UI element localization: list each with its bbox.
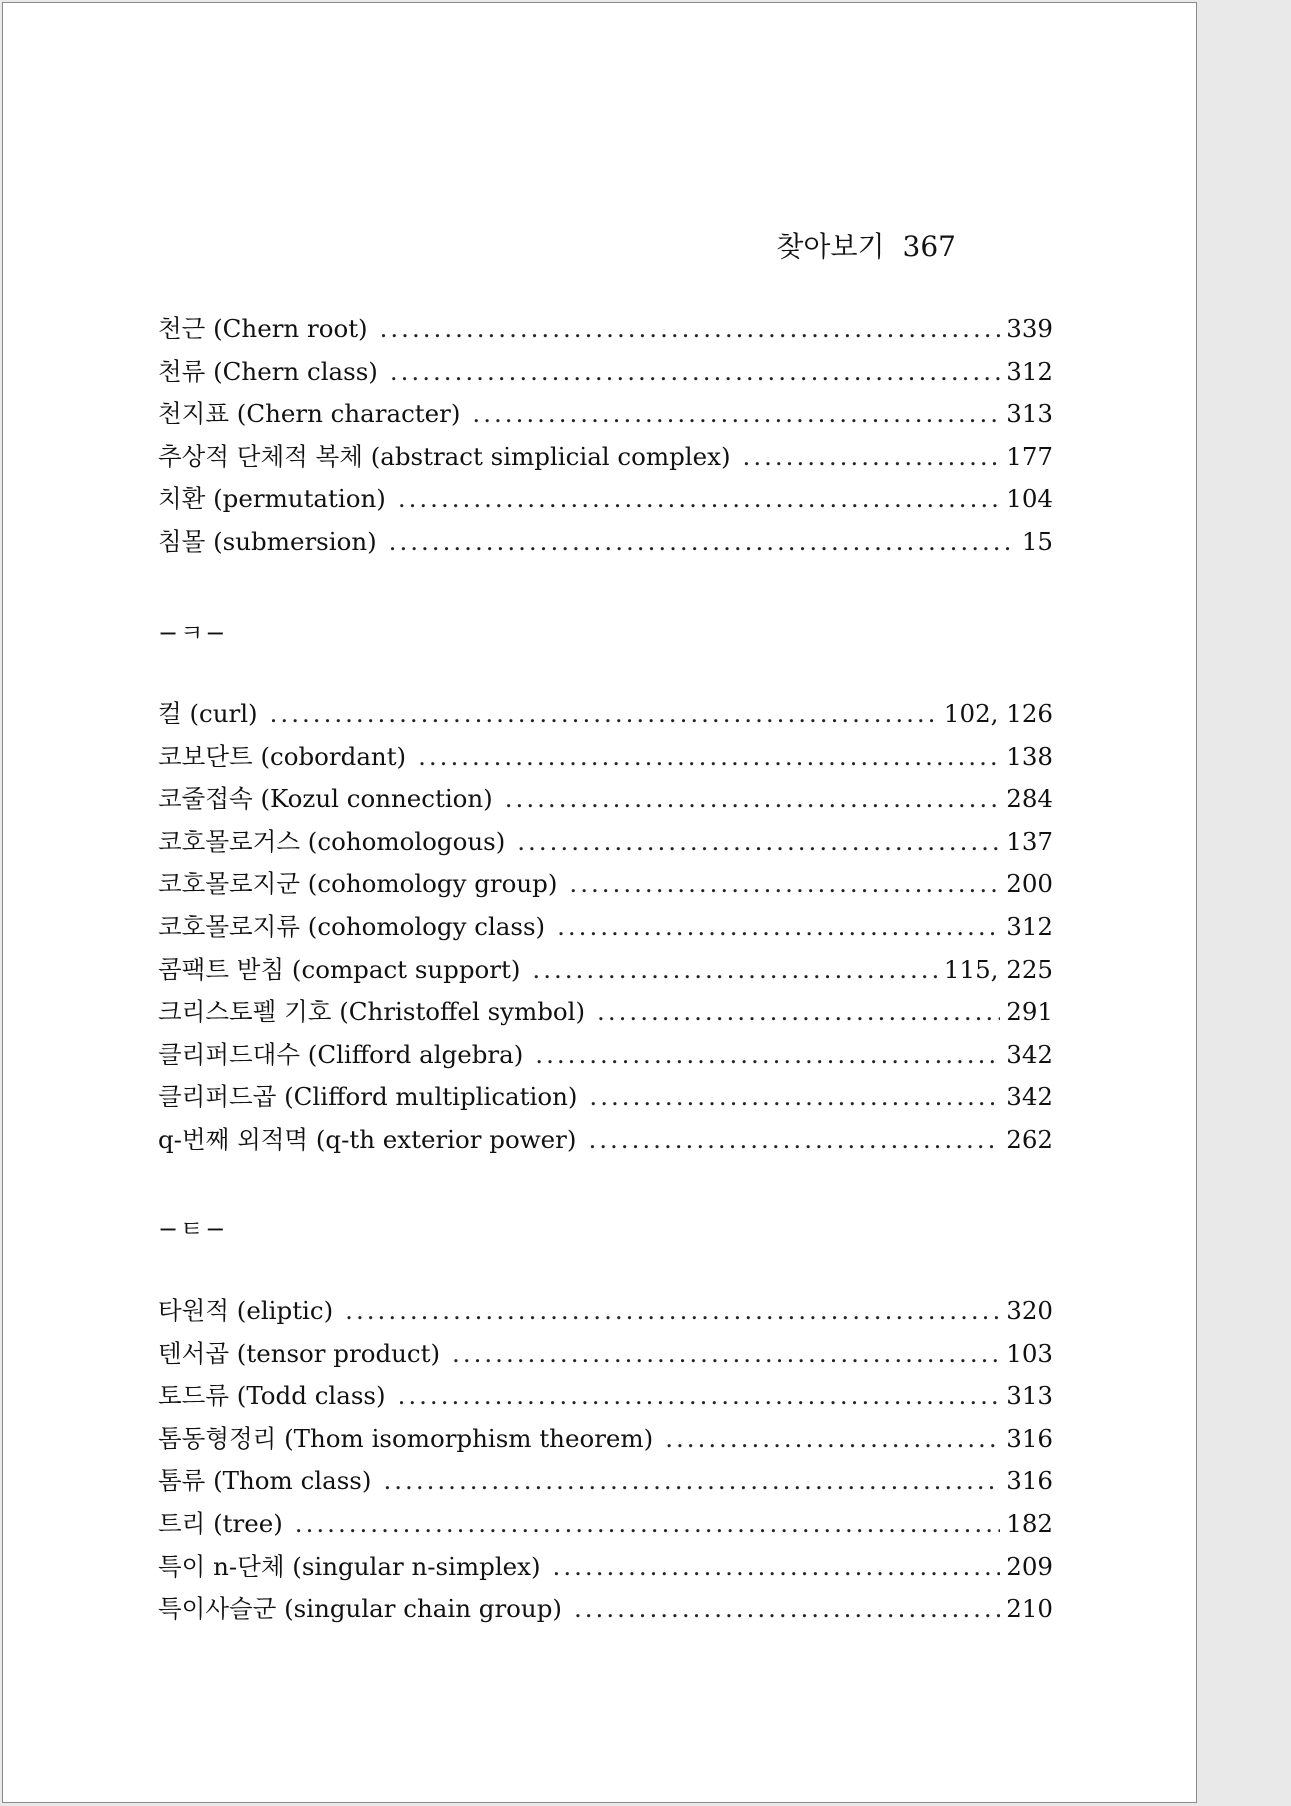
entry-page: 262 [1006,1124,1053,1154]
entry-term: 톰동형정리 (Thom isomorphism theorem) [158,1423,654,1453]
section-divider-t: −ㅌ− [158,1215,228,1243]
index-entry [158,1588,1053,1631]
dot-leader [597,991,1000,1034]
entry-term: 침몰 (submersion) [158,526,377,556]
index-entry [158,906,1053,949]
dot-leader [517,821,1000,864]
entry-page: 342 [1006,1039,1053,1069]
entry-term: 코줄접속 (Kozul connection) [158,784,493,814]
dot-leader [574,1588,1000,1631]
running-header [153,225,956,265]
dot-leader [398,1375,1001,1418]
entry-term: q-번째 외적멱 (q-th exterior power) [158,1124,577,1154]
entry-term: 트리 (tree) [158,1508,283,1538]
dot-leader [452,1333,1000,1376]
index-entry [158,1418,1053,1461]
dot-leader [270,693,938,736]
index-entry [158,1076,1053,1119]
entry-term: 천지표 (Chern character) [158,399,461,429]
entry-term: 콤팩트 받침 (compact support) [158,954,521,984]
entry-page: 284 [1006,784,1053,814]
index-entry [158,821,1053,864]
index-entry [158,436,1053,479]
entry-page: 320 [1006,1296,1053,1325]
dot-leader [532,949,937,992]
entry-page: 102, 126 [943,699,1053,728]
entry-page: 313 [1006,1381,1053,1411]
entry-term: 크리스토펠 기호 (Christoffel symbol) [158,997,586,1027]
entry-page: 115, 225 [943,954,1053,984]
dot-leader [383,1460,1000,1503]
index-entry [158,991,1053,1034]
dot-leader [389,521,1016,564]
entry-page: 313 [1006,399,1053,429]
entry-term: 추상적 단체적 복체 (abstract simplicial complex) [158,441,731,471]
dot-leader [398,478,1000,521]
entry-page: 177 [1006,441,1053,471]
dot-leader [295,1503,1000,1546]
entry-page: 137 [1006,826,1053,856]
header-title: 찾아보기 [776,230,885,263]
entry-page: 316 [1006,1423,1053,1453]
index-entry [158,1119,1053,1162]
index-page [2,2,1197,1803]
entry-term: 클리퍼드곱 (Clifford multiplication) [158,1082,578,1112]
section-divider-k: −ㅋ− [158,619,228,647]
entry-term: 코호몰로지군 (cohomology group) [158,869,558,899]
entry-page: 15 [1021,526,1053,556]
entry-page: 104 [1006,484,1053,514]
dot-leader [345,1290,1000,1333]
index-entry [158,1546,1053,1589]
index-section-k [158,693,1053,1162]
entry-page: 316 [1006,1466,1053,1496]
entry-page: 312 [1006,356,1053,386]
index-section-ch [158,308,1053,564]
entry-term: 컬 (curl) [158,699,258,728]
dot-leader [505,778,1000,821]
entry-term: 천근 (Chern root) [158,314,368,343]
entry-page: 210 [1006,1594,1053,1624]
entry-page: 291 [1006,997,1053,1027]
entry-term: 특이사슬군 (singular chain group) [158,1594,562,1624]
dot-leader [589,1076,1000,1119]
dot-leader [418,736,1000,779]
entry-term: 톰류 (Thom class) [158,1466,372,1496]
index-entry [158,949,1053,992]
index-entry [158,1460,1053,1503]
index-entry [158,1503,1053,1546]
dot-leader [588,1119,1000,1162]
header-page-number: 367 [902,230,956,263]
index-entry [158,308,1053,351]
entry-page: 182 [1006,1508,1053,1538]
entry-term: 클리퍼드대수 (Clifford algebra) [158,1039,524,1069]
entry-page: 339 [1006,314,1053,343]
index-entry [158,736,1053,779]
entry-page: 209 [1006,1551,1053,1581]
entry-term: 천류 (Chern class) [158,356,378,386]
entry-term: 코호몰로거스 (cohomologous) [158,826,506,856]
entry-term: 치환 (permutation) [158,484,386,514]
entry-page: 312 [1006,911,1053,941]
entry-page: 138 [1006,741,1053,771]
dot-leader [743,436,1001,479]
dot-leader [390,351,1000,394]
index-entry [158,863,1053,906]
index-entry [158,778,1053,821]
dot-leader [569,863,1000,906]
dot-leader [380,308,1001,351]
dot-leader [535,1034,1000,1077]
dot-leader [665,1418,1000,1461]
dot-leader [557,906,1000,949]
entry-term: 코보단트 (cobordant) [158,741,407,771]
index-entry [158,521,1053,564]
index-entry [158,1333,1053,1376]
entry-page: 342 [1006,1082,1053,1112]
index-section-t [158,1290,1053,1631]
entry-page: 103 [1006,1338,1053,1368]
entry-page: 200 [1006,869,1053,899]
dot-leader [553,1546,1001,1589]
index-entry [158,393,1053,436]
index-entry [158,351,1053,394]
entry-term: 특이 n-단체 (singular n-simplex) [158,1551,541,1581]
entry-term: 코호몰로지류 (cohomology class) [158,911,546,941]
entry-term: 텐서곱 (tensor product) [158,1338,441,1368]
index-entry [158,693,1053,736]
index-entry [158,1290,1053,1333]
dot-leader [472,393,1000,436]
index-entry [158,1375,1053,1418]
entry-term: 타원적 (eliptic) [158,1296,334,1325]
entry-term: 토드류 (Todd class) [158,1381,386,1411]
index-entry [158,478,1053,521]
index-entry [158,1034,1053,1077]
